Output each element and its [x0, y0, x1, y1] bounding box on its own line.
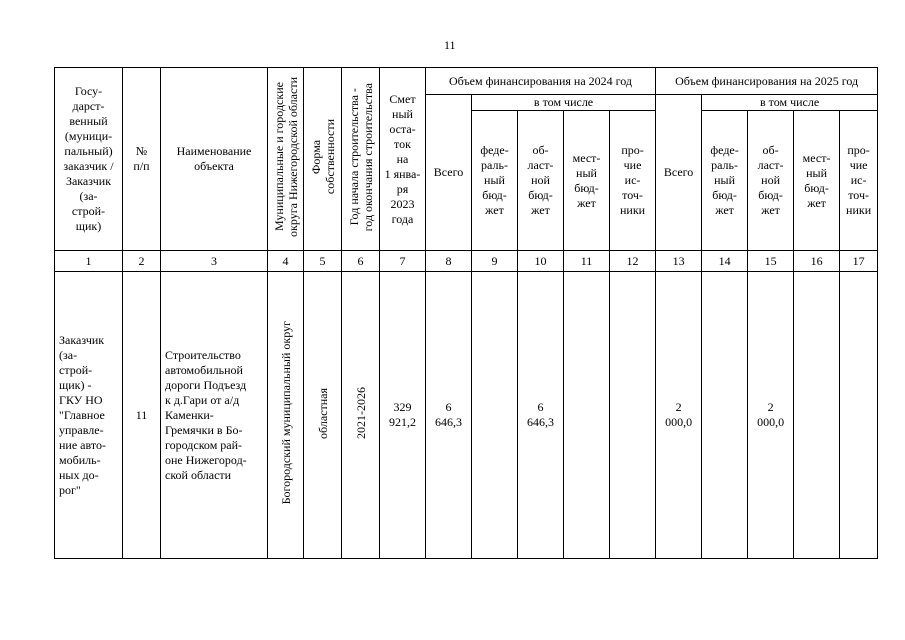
- column-number: 1: [55, 251, 123, 272]
- header-years: Год начала строительства - год окончания строительства: [346, 82, 375, 232]
- header-customer: Госу- дарст- венный (муници- пальный) заказчик / Заказчик (за- строй- щик): [55, 68, 123, 251]
- header-number: № п/п: [123, 68, 161, 251]
- column-number: 6: [342, 251, 380, 272]
- row-number-cell: 11: [123, 272, 161, 559]
- column-number: 8: [426, 251, 472, 272]
- federal-2025-cell: [702, 272, 748, 559]
- column-number: 17: [840, 251, 878, 272]
- object-name-cell: Строительство автомобильной дороги Подъезд к д.Гари от а/д Каменки- Гремячки в Бо- городском рай- оне Нижегород- ской области: [161, 272, 268, 559]
- other-2024-cell: [610, 272, 656, 559]
- header-ownership-cell: [304, 68, 342, 251]
- header-other-2024: про- чие ис- точ- ники: [610, 111, 656, 251]
- header-total-2024: Всего: [426, 95, 472, 251]
- header-district-cell: [268, 68, 304, 251]
- ownership-cell: [304, 272, 342, 559]
- column-number: 3: [161, 251, 268, 272]
- header-fin-2024: Объем финансирования на 2024 год: [426, 68, 656, 95]
- column-number: 16: [794, 251, 840, 272]
- estimate-cell: 329 921,2: [380, 272, 426, 559]
- header-regional-2025: об- ласт- ной бюд- жет: [748, 111, 794, 251]
- column-number: 15: [748, 251, 794, 272]
- header-estimate: Смет ный оста- ток на 1 янва- ря 2023 года: [380, 68, 426, 251]
- years-cell: [342, 272, 380, 559]
- customer-cell: Заказчик (за- строй- щик) - ГКУ НО "Главное управле- ние авто- мобиль- ных до- рог": [55, 272, 123, 559]
- column-number: 13: [656, 251, 702, 272]
- district-value: Богородский муниципальный округ: [278, 321, 293, 505]
- column-number: 10: [518, 251, 564, 272]
- column-number: 2: [123, 251, 161, 272]
- column-number: 5: [304, 251, 342, 272]
- header-fin-2025: Объем финансирования на 2025 год: [656, 68, 878, 95]
- column-number: 4: [268, 251, 304, 272]
- header-incl-2024: в том числе: [472, 95, 656, 111]
- total-2025-cell: 2 000,0: [656, 272, 702, 559]
- header-regional-2024: об- ласт- ной бюд- жет: [518, 111, 564, 251]
- federal-2024-cell: [472, 272, 518, 559]
- other-2025-cell: [840, 272, 878, 559]
- header-total-2025: Всего: [656, 95, 702, 251]
- total-2024-cell: 6 646,3: [426, 272, 472, 559]
- financing-table: [54, 67, 878, 559]
- column-number: 14: [702, 251, 748, 272]
- header-ownership: Форма собственности: [308, 119, 337, 195]
- column-number: 11: [564, 251, 610, 272]
- header-federal-2025: феде- раль- ный бюд- жет: [702, 111, 748, 251]
- table-row: [55, 272, 878, 559]
- ownership-value: областная: [315, 387, 330, 439]
- page-number: 11: [444, 38, 456, 52]
- header-local-2025: мест- ный бюд- жет: [794, 111, 840, 251]
- regional-2024-cell: 6 646,3: [518, 272, 564, 559]
- column-number: 12: [610, 251, 656, 272]
- header-local-2024: мест- ный бюд- жет: [564, 111, 610, 251]
- years-value: 2021-2026: [353, 387, 368, 439]
- column-number: 9: [472, 251, 518, 272]
- header-other-2025: про- чие ис- точ- ники: [840, 111, 878, 251]
- header-years-cell: [342, 68, 380, 251]
- header-object-name: Наименование объекта: [161, 68, 268, 251]
- header-federal-2024: феде- раль- ный бюд- жет: [472, 111, 518, 251]
- district-cell: [268, 272, 304, 559]
- column-number-row: [55, 251, 878, 272]
- header-incl-2025: в том числе: [702, 95, 878, 111]
- local-2024-cell: [564, 272, 610, 559]
- header-district: Муниципальные и городские округа Нижегородской области: [271, 77, 300, 237]
- regional-2025-cell: 2 000,0: [748, 272, 794, 559]
- local-2025-cell: [794, 272, 840, 559]
- column-number: 7: [380, 251, 426, 272]
